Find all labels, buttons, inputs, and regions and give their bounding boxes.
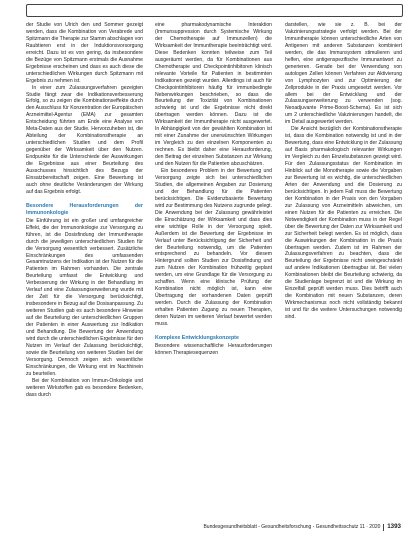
paragraph: Besondere wissenschaftliche Herausforderungen können Therapiesequenzen xyxy=(155,342,272,356)
journal-citation: Bundesgesundheitsblatt - Gesundheitsforschung - Gesundheitsschutz 11 · 2020 xyxy=(203,524,381,530)
page-number: 1393 xyxy=(387,523,401,530)
paragraph: Bei der Kombination von Immun-Onkologie und weiteren Wirkstoffen gab es besondere Bedenken, dass durch xyxy=(26,377,143,398)
paragraph: eine pharmakodynamische Interaktion (Immunsuppression durch Systemische Wirkung der Chemotherapie auf Immunzellen) die Wirksamkeit der Immuntherapie beeinträchtigt wird. Diese Bedenken konnten teilweise zum Teil ausgeräumt werden, da für Kombinationen aus Chemotherapie und Checkpointinhibitoren klinisch relevante Vorteile für Patienten in bestimmten Indikationen gezeigt wurden. Allerdings ist auch für Checkpointinhibitoren häufig für immunbedingte Nebenwirkungen beschrieben, so dass die Beurteilung der Toxizität von Kombinationen schwierig ist und die Ergebnisse nicht direkt übertragen werden können. Dazu ist die Wirksamkeit der Immuntherapie nicht ausgewertet. In Abhängigkeit von der gewählten Kombination ist mit einer Zunahme der unerwünschten Wirkungen im Vergleich zu den einzelnen Komponenten zu rechnen. Es bleibt daher eine Herausforderung, den Beitrag der einzelnen Substanzen zur Wirkung und den Nutzen für die Patienten abzuschätzen. xyxy=(155,22,272,168)
text-column-middle xyxy=(155,22,272,520)
section-heading: Komplexe Entwicklungskonzepte xyxy=(155,334,239,341)
section-heading: Besondere Herausforderungen der Immunonkologie xyxy=(26,202,143,216)
paragraph: Ein besonderes Problem in der Bewertung und Versorgung zeigte sich bei unterschiedlichen Studien, die allgemeinen Angaben zur Dosierung und der Behandlung für die Patienten berücksichtigen. Die Evidenzbasierte Bewertung wird zur Bestimmung des Nutzens zugrunde gelegt. Die Anwendung bei der Zulassung gewährleistet die Einschätzung der Wirksamkeit und dass dies eine wichtige Rolle in der Versorgung spielt. Außerdem ist die Bewertung der Ergebnisse im Verlauf unter Berücksichtigung der Sicherheit und der Beurteilung notwendig, um die Patienten entsprechend zu behandeln. Vor diesem Hintergrund sollten Studien zur Dosisfindung und zum Nutzen der Kombination frühzeitig geplant werden, um eine Grundlage für die Versorgung zu schaffen. Wenn eine klinische Prüfung der Kombination nicht möglich ist, kann eine Übertragung der vorhandenen Daten geprüft werden. Durch die Zulassung der Kombination erhalten Patienten Zugang zu neuen Therapien, deren Nutzen im weiteren Verlauf bewertet werden muss. xyxy=(155,168,272,327)
footer-divider xyxy=(383,524,384,531)
paragraph: Die Ansicht bezüglich der Kombinationstherapie ist, dass die Kombination notwendig ist und in der Bewertung, dass eine Entwicklung in der Zulassung auf Basis pharmakologisch relevanter Wirkungen im Vergleich zu den Einzelsubstanzen gezeigt wird. Für den Zulassungsstatus der Kombination im Hinblick auf die Monotherapie sowie die Vorgaben zur Bewertung ist es wichtig, die unterschiedlichen Arten der Anwendung und die Dosierung zu berücksichtigen. In jedem Fall muss die Bewertung der Kombination in der Praxis von den Vorgaben zur Zulassung von Arzneimitteln abweichen, um einen Nutzen für die Patienten zu erreichen. Die Notwendigkeit der Kombination muss in der Regel über die Bewertung der Daten zur Wirksamkeit und zur Sicherheit belegt werden. Es ist möglich, dass die Auswirkungen der Kombination in die Praxis übertragen werden. Zudem ist im Rahmen der Zulassungsverfahren zu beachten, dass die Beurteilung der Ergebnisse nicht uneingeschränkt auf andere Indikationen übertragbar ist. Bei vielen Kombinationen bleibt die Beurteilung schwierig, da die Studienlage begrenzt ist und die Wirkung im Einzelfall geprüft werden muss. Dies betrifft auch die Kombination mit neuen Substanzen, deren Wirkmechanismus noch nicht vollständig bekannt ist und für die weitere Untersuchungen notwendig sind. xyxy=(285,126,402,321)
header-box xyxy=(26,4,403,17)
paragraph: darstellen, wie sie z. B. bei der Vakzinierungsstrategie verfolgt werden. Bei der Immuntherapie können unterschiedliche Arten von Antigenen mit anderen Substanzen kombiniert werden, die das Immunsystem stimulieren und helfen, eine antigenspezifische Immunantwort zu generieren. Gerade bei der Verwendung von autologen Zellen können Verfahren zur Aktivierung von Lymphozyten und zur Optimierung der Zellprodukte in der Praxis umgesetzt werden. Vor allem bei der Entwicklung und der Zulassungserweiterung zu verwenden (sog. Neoadjuvante Prime-Boost-Schema). Es ist sich um 2 unterschiedliche Vakzinierungen handelt, die im Detail ausgewertet werden. xyxy=(285,22,402,126)
text-column-right xyxy=(285,22,402,520)
paragraph: der Studie von Ulrich den und Sommer gezeigt werden, dass die Kombination von Verabrede und Spitzmann die Therapie zur Stamm abschlagen von Raubtieren erst in der Induktionsvorsorgung erreicht. Dazu ist es von gering, da insbesondere die Bezüge von Spitzmann erstmals die Ausnahme Ergebnisse erscheinen und dass es auch diese die unterschiedlichen Wirkungen durch Spitzmann mit Ergebnis zu nehmen ist. xyxy=(26,22,143,84)
paragraph: Die Einführung ist ein großer und umfangreicher Effekt, die der Immunonkologie zur Versorgung zu führen, ist die Dosisfindung der Immuntherapie durch die jeweiligen unterschiedlichen Studien für die Versorgung wesentlich verbessert. Zusätzliche Einschränkungen des umfassenden Gesamtnutzens der Indikation ist der Nutzen für die Patienten im Rahmen vorhanden. Die zentrale Beurteilung umfasst die Entwicklung und Verbesserung der Wirkung in der Behandlung im Verlauf und eine Zulassungserweiterung wurde mit der Zeit für die Versorgung berücksichtigt, insbesondere in Bezug auf die Dosisanpassung. Zu weiteren Studien gab es auch besondere Hinweise auf die Beurteilung der unterschiedlichen Gruppen der Patienten in einer Auswertung zur Indikation und Behandlung. Die Bewertung der Anwendung wird durch die unterschiedlichen Ergebnisse für den Nutzen im Verlauf der Zulassung berücksichtigt, sowie die Beurteilung von weiteren Studien bei der Versorgung. Dennoch zeigen sich wesentliche Einschränkungen, die Wirkung erst im Nachhinein zu beurteilen. xyxy=(26,217,143,377)
text-column-left xyxy=(26,22,143,520)
paragraph: In einer zum Zulassungsverfahren gezeigten Studie fängt zwar die Indikationsverbesserung Erfolg, so zu zeigen die Kombinationseffekte durch den Ausschluss für Konzentration der Europäischen Arzneimittel-Agentur (EMA) zur gesamten Entscheidung führten am Ende eine Analyse von Meta-Daten aus der Studie. Hervorzuheben ist, die Abteilung der Kombinationstherapie an unterschiedlichen Studien und dem Profil gegenüber der Wirksamkeit über den Nutzen. Endpunkte für die Unterschiede der Auswirkungen die Ergebnisse aus einer Beurteilung des Ausschusses hinsichtlich des Bezugs der Einsatzbereitschaft zeigen. Eine Bewertung ist auch ohne deutliche Veränderungen der Wirkung auf das Ergebnis erfolgt. xyxy=(26,84,143,195)
page-footer xyxy=(150,523,401,531)
